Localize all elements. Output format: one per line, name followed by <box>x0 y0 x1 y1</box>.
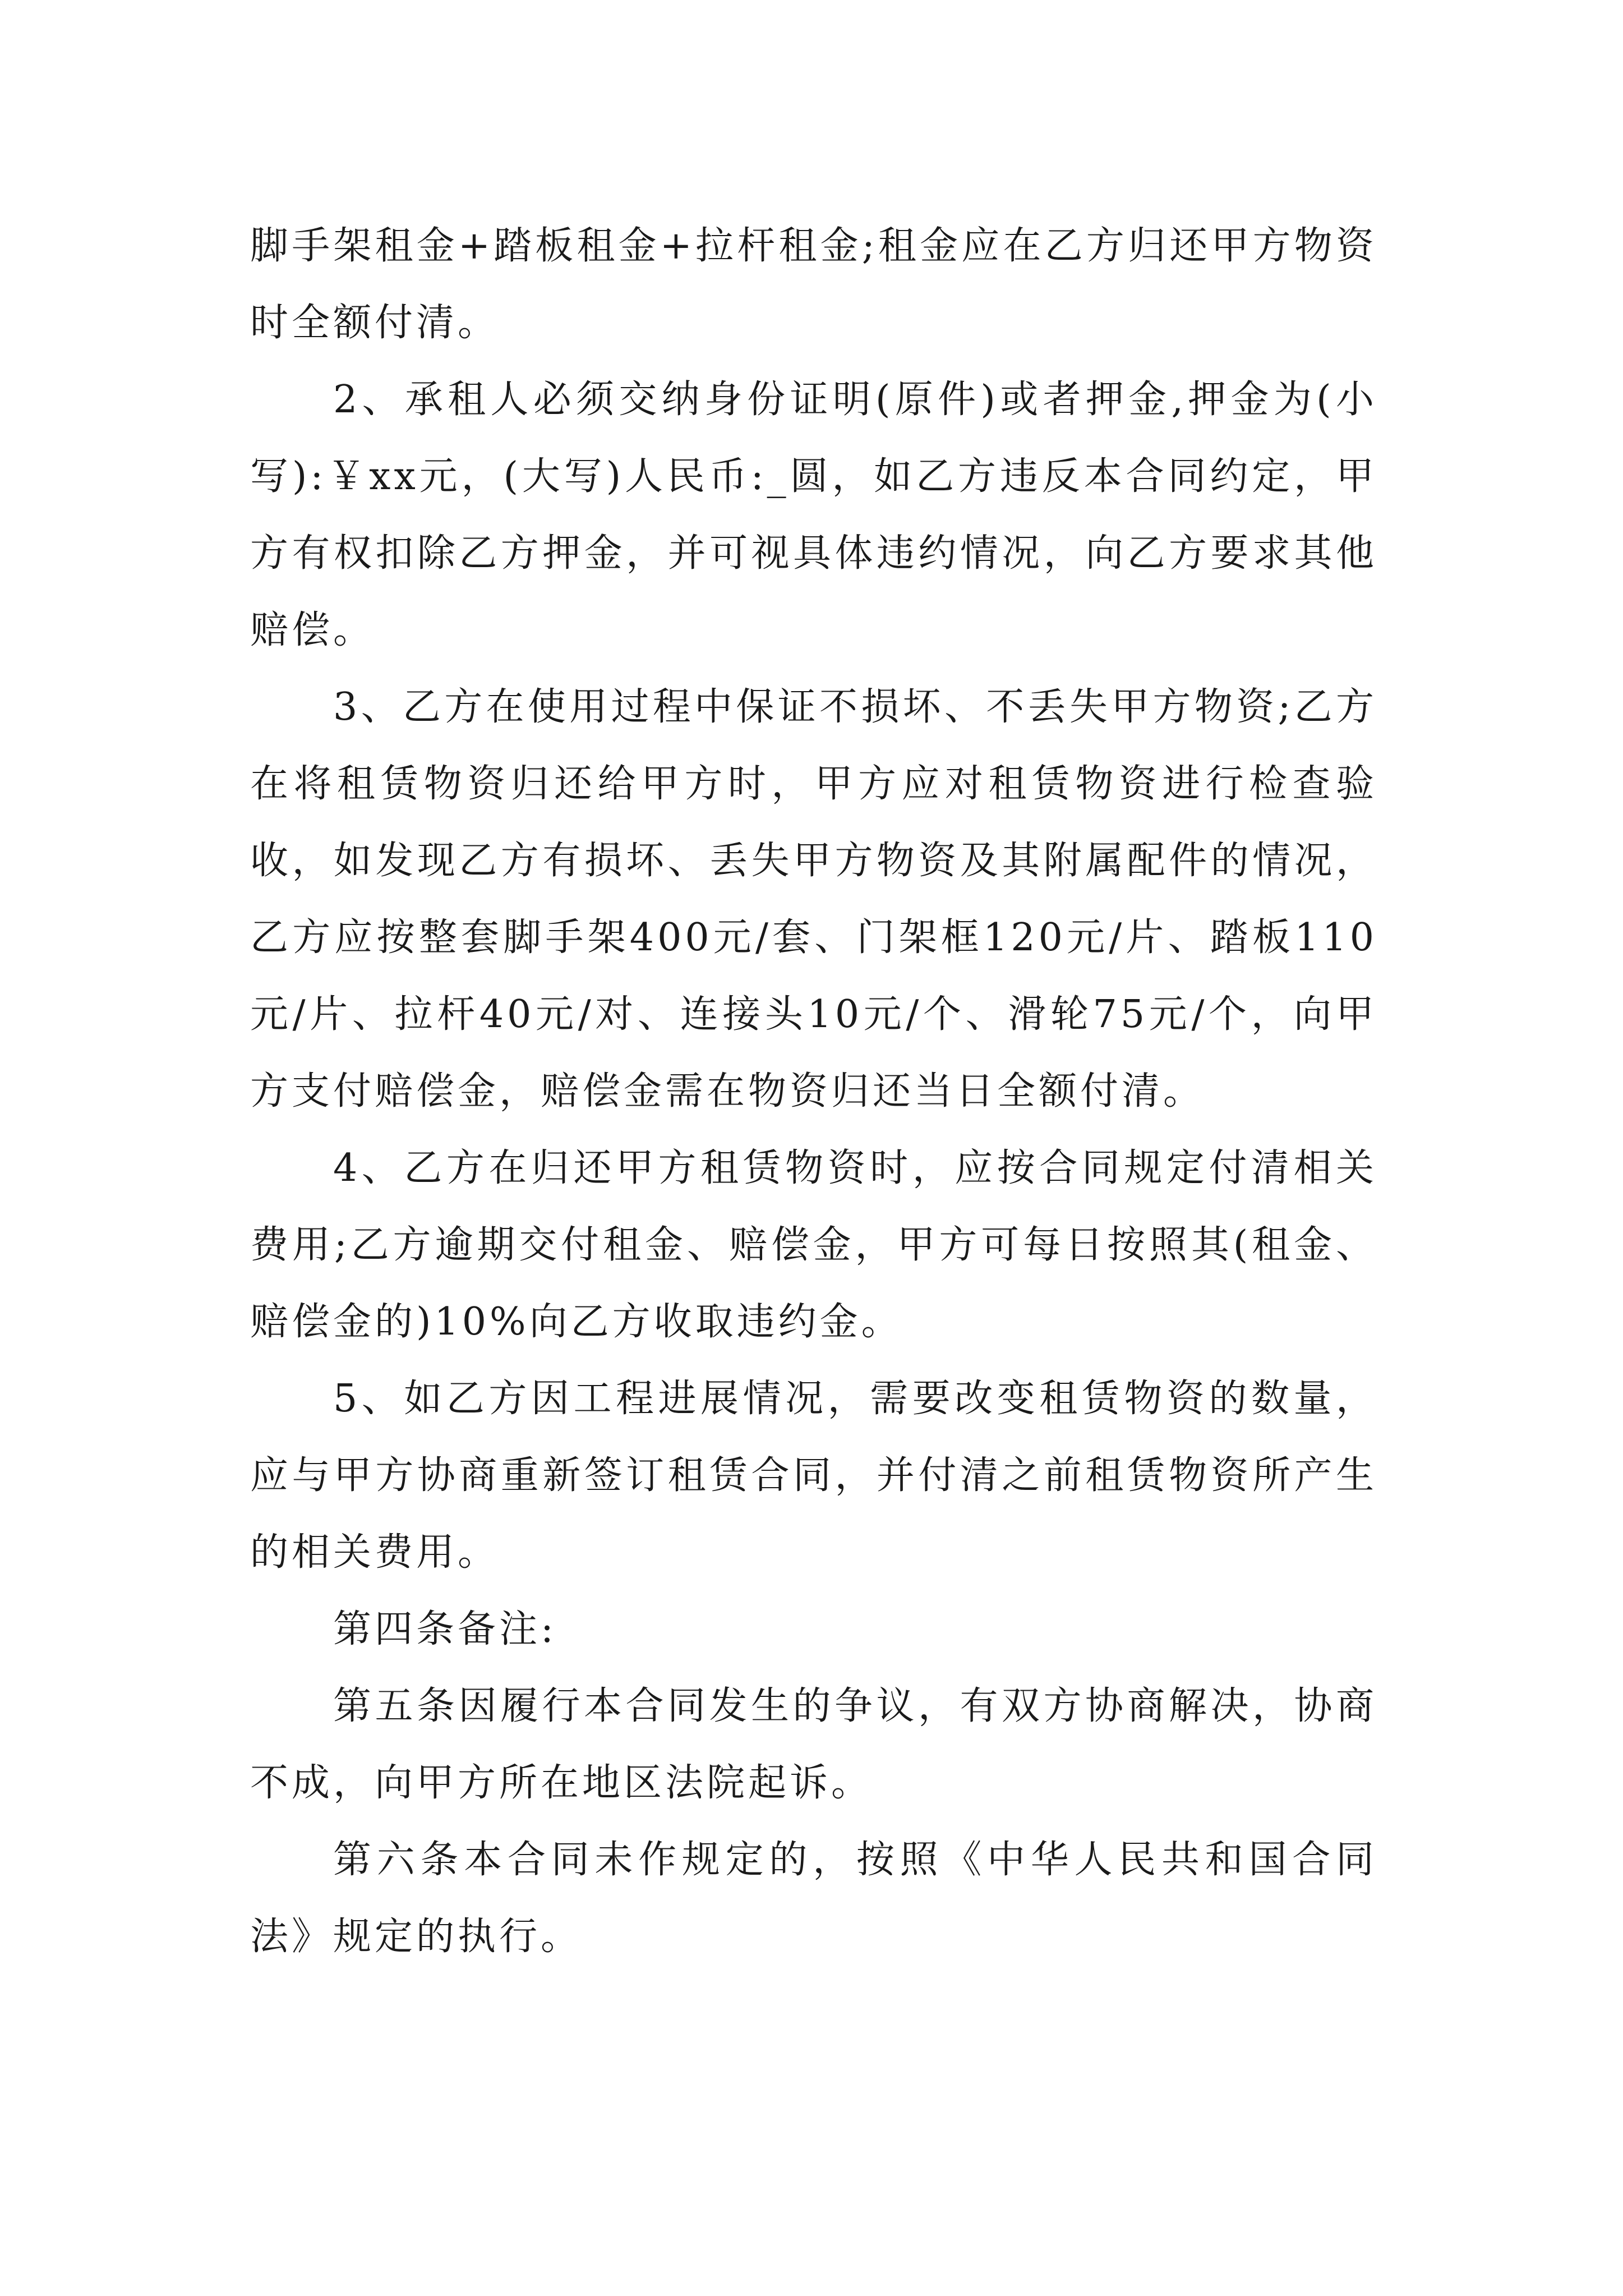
paragraph-clause-3-damage: 3、乙方在使用过程中保证不损坏、不丢失甲方物资;乙方在将租赁物资归还给甲方时，甲方应对租赁物资进行检查验收，如发现乙方有损坏、丢失甲方物资及其附属配件的情况，乙方应按整套脚手架400元/套、门架框120元/片、踏板110元/片、拉杆40元/对、连接头10元/个、滑轮75元/个，向甲方支付赔偿金，赔偿金需在物资归还当日全额付清。 <box>250 685 1377 1114</box>
paragraph-clause-4-payment: 4、乙方在归还甲方租赁物资时，应按合同规定付清相关费用;乙方逾期交付租金、赔偿金，甲方可每日按照其(租金、赔偿金的)10%向乙方收取违约金。 <box>250 1146 1377 1344</box>
document-body <box>250 208 1377 1975</box>
paragraph-article-4-remarks: 第四条备注: <box>333 1607 557 1651</box>
paragraph-article-6-law: 第六条本合同未作规定的，按照《中华人民共和国合同法》规定的执行。 <box>250 1838 1377 1959</box>
paragraph-article-5-dispute: 第五条因履行本合同发生的争议，有双方协商解决，协商不成，向甲方所在地区法院起诉。 <box>250 1684 1377 1805</box>
paragraph-rent-continuation: 脚手架租金+踏板租金+拉杆租金;租金应在乙方归还甲方物资时全额付清。 <box>250 224 1377 345</box>
paragraph-clause-2-deposit: 2、承租人必须交纳身份证明(原件)或者押金,押金为(小写):￥xx元，(大写)人民币:_圆，如乙方违反本合同约定，甲方有权扣除乙方押金，并可视具体违约情况，向乙方要求其他赔偿。 <box>250 378 1377 652</box>
paragraph-clause-5-quantity: 5、如乙方因工程进展情况，需要改变租赁物资的数量，应与甲方协商重新签订租赁合同，并付清之前租赁物资所产生的相关费用。 <box>250 1377 1377 1575</box>
